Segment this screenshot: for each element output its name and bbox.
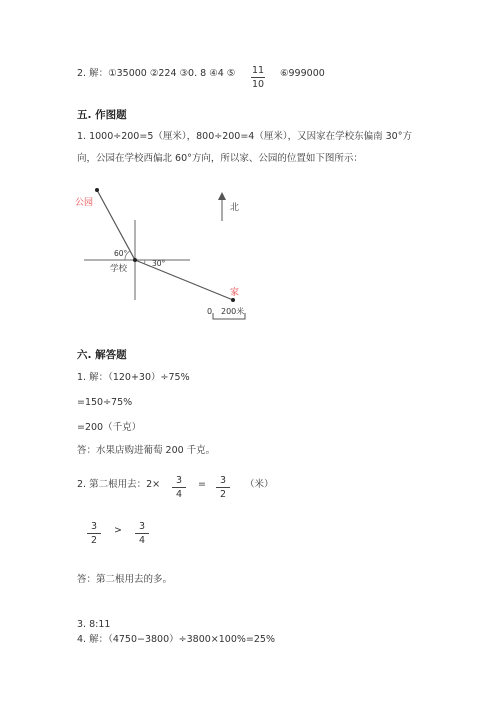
answer6-q2-fraction1 (172, 475, 186, 500)
north-label: 北 (230, 203, 240, 213)
scale-distance-label: 200米 (221, 307, 245, 316)
fraction-numerator: 3 (87, 521, 101, 534)
section6-title: 六. 解答题 (77, 349, 127, 361)
angle-60-label: 60° (114, 249, 128, 258)
fraction-denominator: 4 (175, 489, 183, 500)
answer6-q4: 4. 解：（4750−3800）÷3800×100%=25% (77, 634, 275, 645)
compare-fraction2 (135, 521, 149, 546)
answer6-q2-fraction2 (216, 475, 230, 500)
scale-zero-label: 0 (207, 307, 213, 316)
fraction-denominator: 10 (251, 79, 265, 90)
answer6-q2-unit: （米） (245, 479, 274, 490)
park-point (95, 188, 99, 192)
fraction-denominator: 2 (90, 535, 98, 546)
answer6-q2-prefix: 2. 第二根用去：2× (77, 479, 161, 490)
section5-line2: 向，公园在学校西偏北 60°方向，所以家、公园的位置如下图所示： (77, 153, 363, 164)
section5-line1: 1. 1000÷200=5（厘米），800÷200=4（厘米），又因家在学校东偏南 30°方 (77, 131, 412, 142)
compare-sign: > (114, 525, 122, 536)
answer-q2-suffix: ⑥999000 (280, 68, 325, 79)
fraction-denominator: 4 (138, 535, 146, 546)
home-label: 家 (230, 288, 240, 298)
answer6-q1-line1: 1. 解：（120+30）÷75% (77, 372, 190, 383)
compare-fraction1 (87, 521, 101, 546)
answer-q2-prefix: 2. 解：①35000 ②224 ③0. 8 ④4 ⑤ (77, 68, 236, 79)
answer6-q2-equals: = (198, 479, 206, 490)
answer6-q1-answer: 答：水果店购进葡萄 200 千克。 (77, 445, 216, 456)
fraction-numerator: 3 (172, 475, 186, 488)
school-home-line (135, 260, 233, 300)
fraction-numerator: 3 (135, 521, 149, 534)
answer6-q2-answer: 答：第二根用去的多。 (77, 574, 173, 585)
school-label: 学校 (110, 264, 128, 274)
answer6-q3: 3. 8:11 (77, 619, 111, 630)
section5-title: 五. 作图题 (77, 109, 127, 121)
school-point (133, 258, 137, 262)
answer6-q1-line2: =150÷75% (77, 397, 133, 408)
home-point (231, 298, 235, 302)
fraction-denominator: 2 (219, 489, 227, 500)
answer6-q1-line3: =200（千克） (77, 422, 142, 433)
fraction-numerator: 11 (251, 65, 265, 76)
angle-30-label: 30° (152, 259, 166, 268)
park-label: 公园 (75, 198, 94, 208)
fraction-numerator: 3 (216, 475, 230, 488)
